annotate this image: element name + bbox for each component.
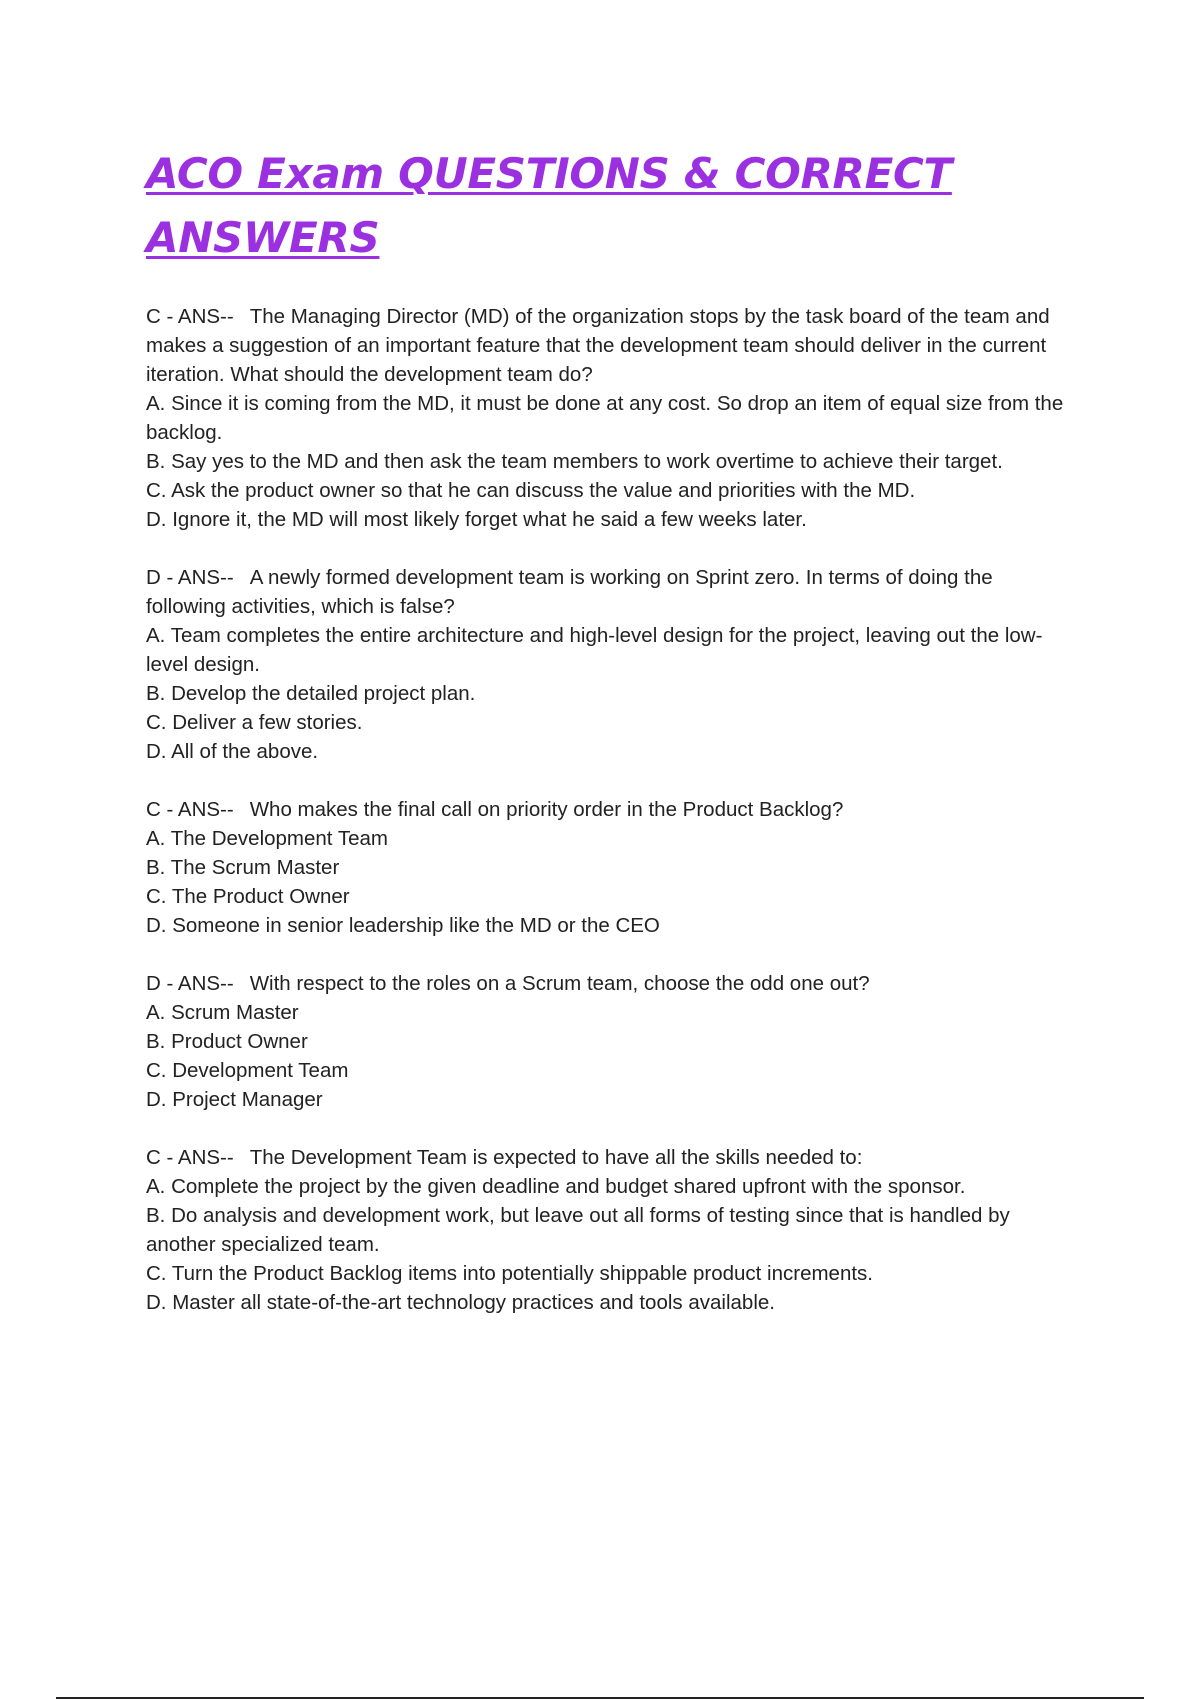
- answer-option: D. Someone in senior leadership like the MD or the CEO: [146, 914, 660, 937]
- question-block: [146, 302, 1066, 534]
- answer-option: C. The Product Owner: [146, 885, 350, 908]
- question-stem: The Managing Director (MD) of the organization stops by the task board of the team and makes a suggestion of an important feature that the development team should deliver in the current iteration. What should the development team do?: [146, 305, 1050, 386]
- question-block: [146, 563, 1066, 766]
- answer-option: D. Master all state-of-the-art technology practices and tools available.: [146, 1291, 775, 1314]
- answer-key: D - ANS--: [146, 566, 234, 589]
- question-block: [146, 969, 1066, 1114]
- answer-option: C. Development Team: [146, 1059, 349, 1082]
- document-title: ACO Exam QUESTIONS & CORRECT ANSWERS: [146, 149, 952, 262]
- answer-option: B. Develop the detailed project plan.: [146, 682, 476, 705]
- question-text: [146, 795, 1066, 824]
- answer-option: B. Do analysis and development work, but leave out all forms of testing since that is handled by another specialized team.: [146, 1204, 1010, 1256]
- document-page: [146, 142, 1066, 1346]
- answer-option: A. Complete the project by the given deadline and budget shared upfront with the sponsor.: [146, 1175, 966, 1198]
- answer-key: C - ANS--: [146, 798, 234, 821]
- answer-option: D. Ignore it, the MD will most likely forget what he said a few weeks later.: [146, 508, 807, 531]
- answer-option: A. Since it is coming from the MD, it must be done at any cost. So drop an item of equal size from the backlog.: [146, 392, 1064, 444]
- question-text: [146, 302, 1066, 389]
- question-stem: The Development Team is expected to have all the skills needed to:: [249, 1146, 863, 1169]
- answer-option: B. Product Owner: [146, 1030, 308, 1053]
- question-stem: A newly formed development team is working on Sprint zero. In terms of doing the following activities, which is false?: [146, 566, 993, 618]
- answer-option: C. Deliver a few stories.: [146, 711, 363, 734]
- question-text: [146, 563, 1066, 621]
- question-block: [146, 1143, 1066, 1317]
- answer-option: A. Scrum Master: [146, 1001, 299, 1024]
- answer-key: C - ANS--: [146, 1146, 234, 1169]
- answer-option: C. Ask the product owner so that he can discuss the value and priorities with the MD.: [146, 479, 916, 502]
- question-stem: Who makes the final call on priority order in the Product Backlog?: [249, 798, 844, 821]
- answer-option: D. All of the above.: [146, 740, 319, 763]
- answer-option: B. The Scrum Master: [146, 856, 340, 879]
- answer-key: C - ANS--: [146, 305, 234, 328]
- answer-option: A. The Development Team: [146, 827, 388, 850]
- answer-key: D - ANS--: [146, 972, 234, 995]
- answer-option: A. Team completes the entire architecture and high-level design for the project, leaving out the low-level design.: [146, 624, 1043, 676]
- footer-divider: [56, 1697, 1144, 1699]
- answer-option: B. Say yes to the MD and then ask the team members to work overtime to achieve their target.: [146, 450, 1003, 473]
- question-list: [146, 302, 1066, 1317]
- question-text: [146, 969, 1066, 998]
- answer-option: C. Turn the Product Backlog items into potentially shippable product increments.: [146, 1262, 873, 1285]
- question-stem: With respect to the roles on a Scrum team, choose the odd one out?: [249, 972, 870, 995]
- answer-option: D. Project Manager: [146, 1088, 323, 1111]
- question-text: [146, 1143, 1066, 1172]
- question-block: [146, 795, 1066, 940]
